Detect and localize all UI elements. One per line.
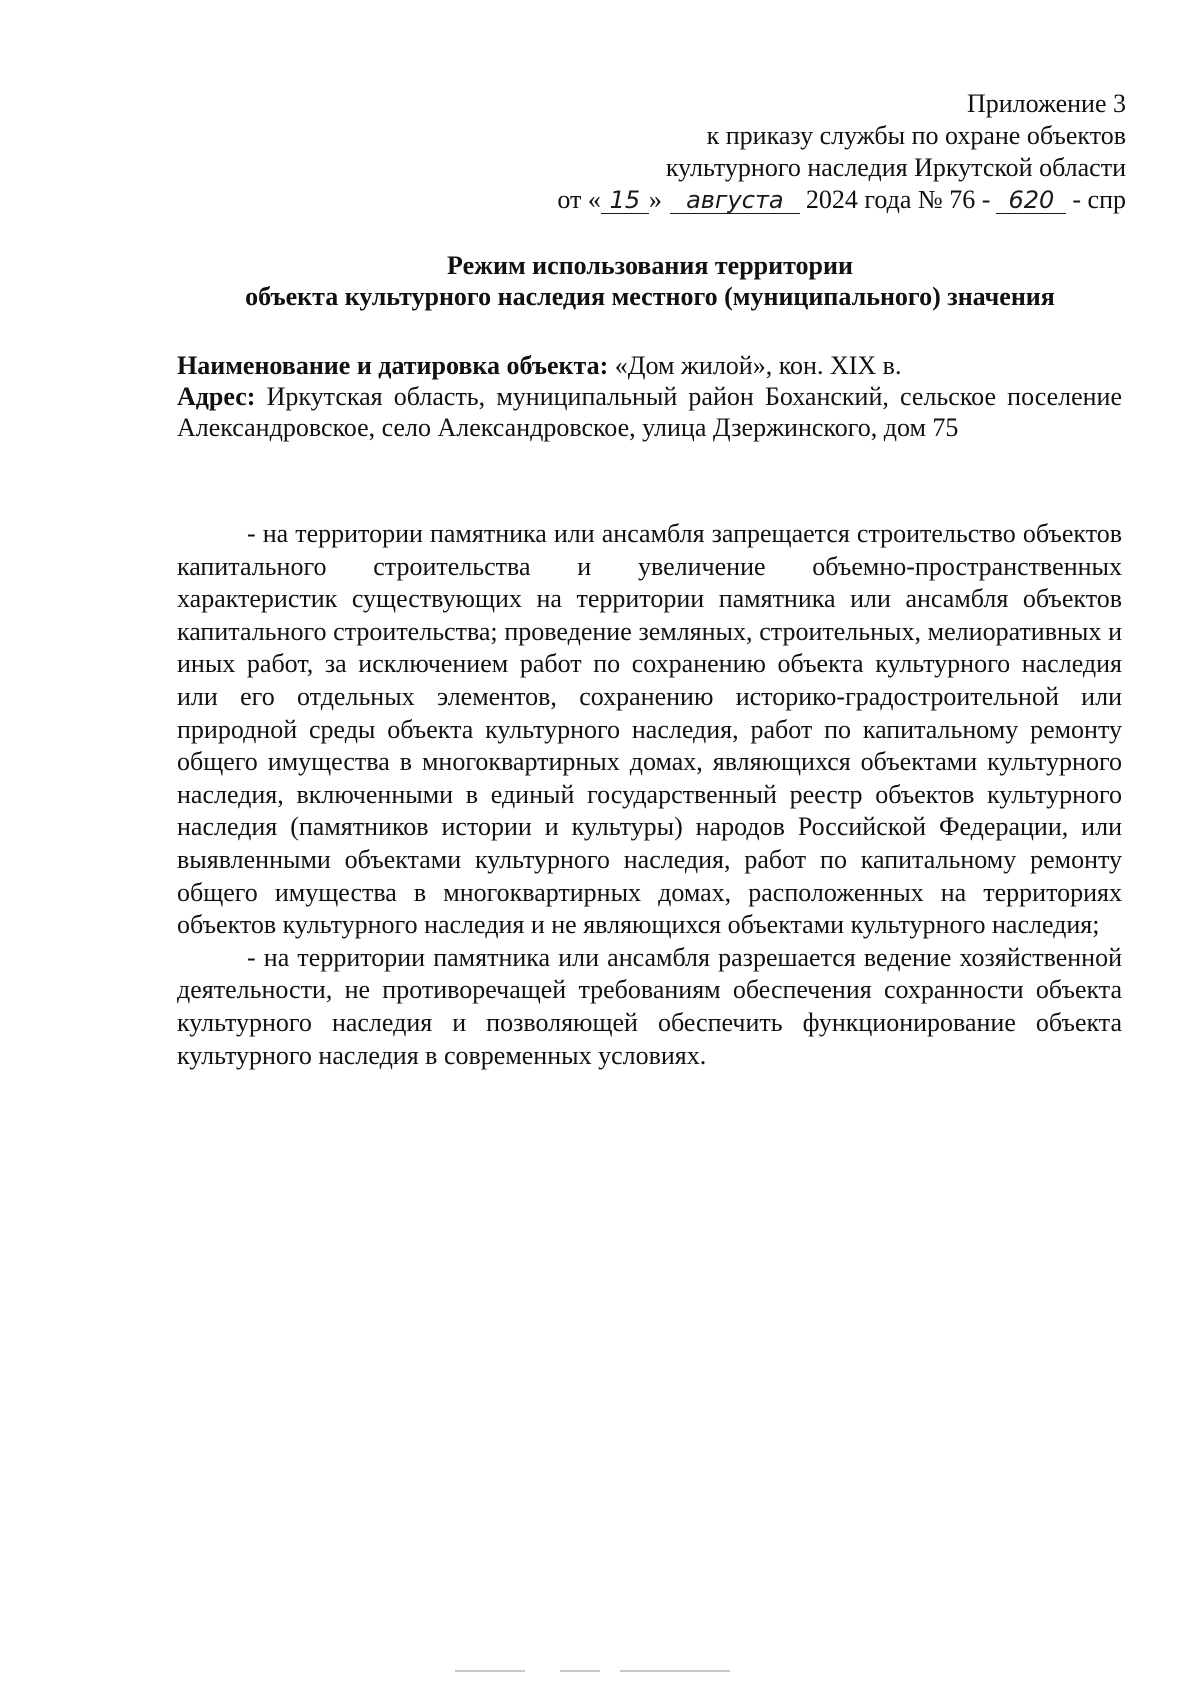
regime-body (177, 518, 1122, 1072)
year-and-number-prefix: 2024 года № 76 - (805, 185, 991, 214)
title-line-1: Режим использования территории (447, 251, 853, 280)
annex-header (406, 88, 1126, 216)
handwritten-order-number: 620 (996, 187, 1066, 214)
annex-title: Приложение 3 (966, 89, 1126, 118)
date-prefix: от « (557, 185, 601, 214)
scan-artifact (455, 1670, 525, 1672)
title-line-2: объекта культурного наследия местного (муниципального) значения (245, 282, 1055, 311)
annex-agency-line: культурного наследия Иркутской области (665, 153, 1126, 182)
paragraph-prohibitions: - на территории памятника или ансамбля запрещается строительство объектов капитального строительства и увеличение объемно-пространственных характеристик существующих на территории памятника или ансамбля объектов капитального строительства; проведение земляных, строительных, мелиоративных и иных работ, за исключением работ по сохранению объекта культурного наследия или его отдельных элементов, сохранению историко-градостроительной или природной среды объекта культурного наследия, работ по капитальному ремонту общего имущества в многоквартирных домах, являющихся объектами культурного наследия, включенными в единый государственный реестр объектов культурного наследия (памятников истории и культуры) народов Российской Федерации, или выявленными объектами культурного наследия, работ по капитальному ремонту общего имущества в многоквартирных домах, расположенных на территориях объектов культурного наследия и не являющихся объектами культурного наследия; (177, 519, 1122, 940)
scan-artifact (620, 1670, 730, 1672)
date-quote-close: » (648, 185, 662, 214)
object-name-value: «Дом жилой», кон. XIX в. (614, 351, 902, 380)
paragraph-permissions: - на территории памятника или ансамбля разрешается ведение хозяйственной деятельности, не противоречащей требованиям обеспечения сохранности объекта культурного наследия и позволяющей обеспечить функционирование объекта культурного наследия в современных условиях. (177, 942, 1122, 1070)
object-info (177, 350, 1122, 443)
scan-artifact (560, 1670, 600, 1672)
object-address-row (177, 381, 1122, 443)
order-suffix: - спр (1072, 185, 1126, 214)
object-name-row (177, 350, 1122, 381)
annex-order-line: к приказу службы по охране объектов (706, 121, 1126, 150)
handwritten-month: августа (670, 187, 800, 214)
annex-date-line (406, 184, 1126, 216)
handwritten-day: 15 (601, 187, 649, 214)
object-address-label: Адрес: (177, 382, 256, 411)
object-address-value: Иркутская область, муниципальный район Боханский, сельское поселение Александровское, село Александровское, улица Дзержинского, дом 75 (177, 382, 1123, 442)
document-title (180, 250, 1120, 312)
object-name-label: Наименование и датировка объекта: (177, 351, 609, 380)
